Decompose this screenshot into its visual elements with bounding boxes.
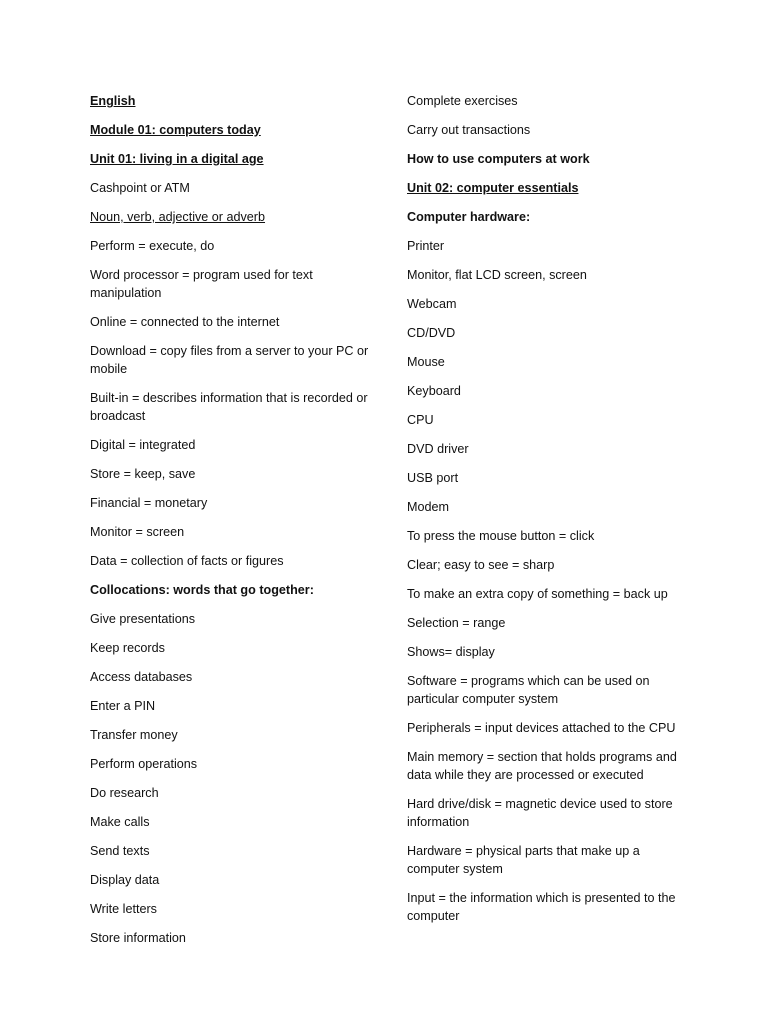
heading-line: English — [90, 94, 136, 108]
heading-line: How to use computers at work — [407, 152, 590, 166]
text-line: Modem — [407, 500, 449, 514]
text-line: Online = connected to the internet — [90, 315, 280, 329]
text-line: Hardware = physical parts that make up a computer system — [407, 844, 640, 876]
heading-line: Unit 02: computer essentials — [407, 181, 579, 195]
text-line: Digital = integrated — [90, 438, 196, 452]
text-line: Access databases — [90, 670, 193, 684]
text-line: USB port — [407, 471, 459, 485]
text-line: Write letters — [90, 902, 157, 916]
text-line: Financial = monetary — [90, 496, 208, 510]
text-line: Built-in = describes information that is recorded or broadcast — [90, 391, 368, 423]
text-line: Send texts — [90, 844, 150, 858]
text-line: Carry out transactions — [407, 123, 531, 137]
text-line: Monitor = screen — [90, 525, 185, 539]
left-column — [90, 92, 370, 958]
text-line: Display data — [90, 873, 160, 887]
text-line: Make calls — [90, 815, 150, 829]
text-line: Main memory = section that holds programs and data while they are processed or executed — [407, 750, 677, 782]
text-line: Peripherals = input devices attached to the CPU — [407, 721, 676, 735]
text-line: Keep records — [90, 641, 165, 655]
text-line: Software = programs which can be used on particular computer system — [407, 674, 650, 706]
text-line: Shows= display — [407, 645, 495, 659]
text-line: Selection = range — [407, 616, 506, 630]
text-line: Perform operations — [90, 757, 198, 771]
right-column — [407, 92, 682, 936]
heading-line: Collocations: words that go together: — [90, 583, 314, 597]
text-line: Enter a PIN — [90, 699, 156, 713]
text-line: Clear; easy to see = sharp — [407, 558, 555, 572]
text-line: To press the mouse button = click — [407, 529, 595, 543]
heading-line: Computer hardware: — [407, 210, 531, 224]
text-line: Noun, verb, adjective or adverb — [90, 210, 266, 224]
text-line: Mouse — [407, 355, 445, 369]
text-line: Monitor, flat LCD screen, screen — [407, 268, 587, 282]
text-line: Store = keep, save — [90, 467, 196, 481]
text-line: To make an extra copy of something = back up — [407, 587, 668, 601]
text-line: CD/DVD — [407, 326, 456, 340]
text-line: Perform = execute, do — [90, 239, 215, 253]
text-line: Transfer money — [90, 728, 178, 742]
text-line: CPU — [407, 413, 434, 427]
text-line: Printer — [407, 239, 445, 253]
text-line: Do research — [90, 786, 159, 800]
text-line: Store information — [90, 931, 186, 945]
text-line: Webcam — [407, 297, 457, 311]
text-line: Hard drive/disk = magnetic device used to store information — [407, 797, 673, 829]
text-line: Cashpoint or ATM — [90, 181, 190, 195]
text-line: Download = copy files from a server to your PC or mobile — [90, 344, 369, 376]
heading-line: Unit 01: living in a digital age — [90, 152, 264, 166]
text-line: Complete exercises — [407, 94, 518, 108]
text-line: Input = the information which is presented to the computer — [407, 891, 676, 923]
text-line: DVD driver — [407, 442, 469, 456]
text-line: Data = collection of facts or figures — [90, 554, 284, 568]
text-line: Give presentations — [90, 612, 196, 626]
text-line: Keyboard — [407, 384, 461, 398]
heading-line: Module 01: computers today — [90, 123, 261, 137]
text-line: Word processor = program used for text manipulation — [90, 268, 313, 300]
